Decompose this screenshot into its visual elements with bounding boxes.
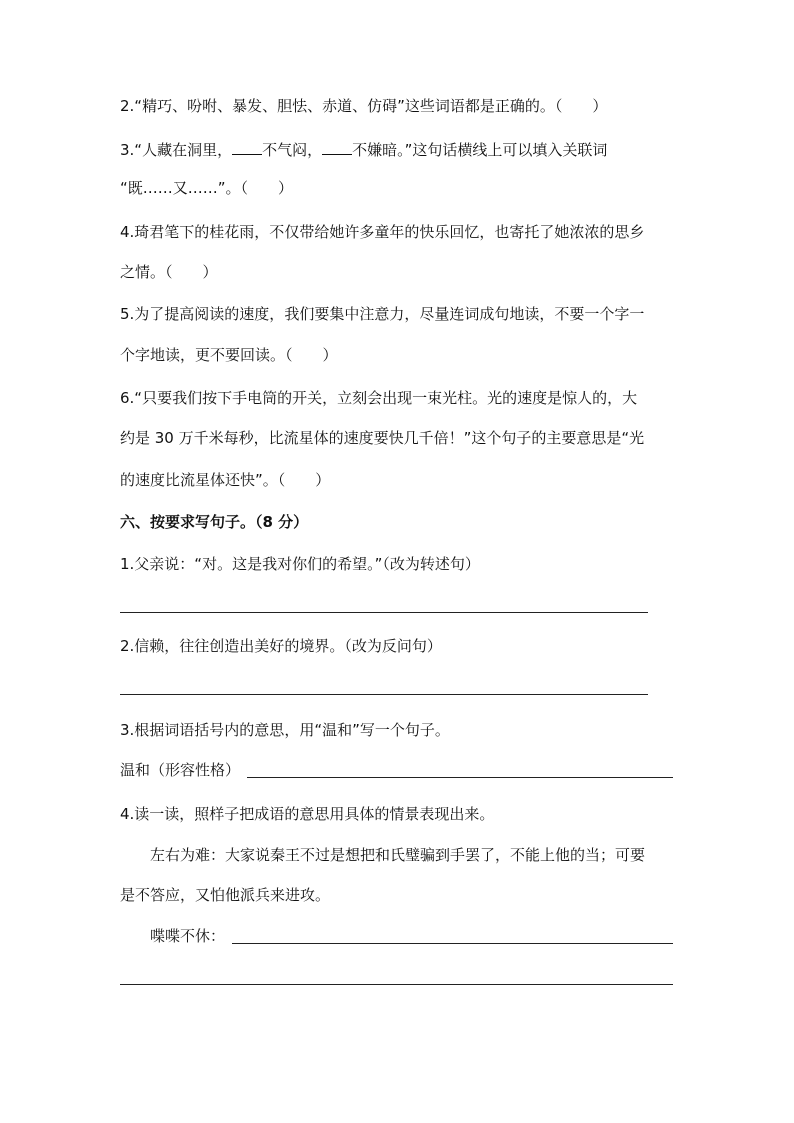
question-5-line2: 个字地读，更不要回读。（ ）	[120, 346, 338, 364]
section-6-heading: 六、按要求写句子。（8 分）	[120, 513, 309, 531]
answer-blank-1[interactable]	[232, 140, 262, 155]
answer-line-2[interactable]	[120, 694, 648, 695]
answer-line-4b[interactable]	[120, 984, 673, 985]
question-3-prefix: 3.“人藏在洞里，	[120, 141, 233, 159]
item-4: 4.读一读，照样子把成语的意思用具体的情景表现出来。	[120, 805, 495, 823]
answer-line-3[interactable]	[247, 777, 673, 778]
item-3: 3.根据词语括号内的意思，用“温和”写一个句子。	[120, 721, 450, 739]
item-2: 2.信赖，往往创造出美好的境界。（改为反问句）	[120, 637, 442, 655]
example-line-2: 是不答应，又怕他派兵来进攻。	[120, 886, 331, 904]
example-line-1: 左右为难：大家说秦王不过是想把和氏璧骗到手罢了，不能上他的当；可要	[150, 846, 646, 864]
question-3-line2: “既……又……”。（ ）	[120, 179, 294, 197]
question-6-line3: 的速度比流星体还快”。（ ）	[120, 471, 331, 489]
answer-line-1[interactable]	[120, 612, 648, 613]
item-1: 1.父亲说：“对。这是我对你们的希望。”（改为转述句）	[120, 555, 480, 573]
question-3-line1	[120, 140, 607, 160]
question-4-line2: 之情。（ ）	[120, 263, 218, 281]
item-4-label: 喋喋不休：	[150, 927, 226, 945]
question-3-mid: 不气闷，	[262, 141, 323, 159]
question-6-line1: 6.“只要我们按下手电筒的开关，立刻会出现一束光柱。光的速度是惊人的，大	[120, 389, 638, 407]
answer-blank-2[interactable]	[322, 140, 352, 155]
question-5-line1: 5.为了提高阅读的速度，我们要集中注意力，尽量连词成句地读，不要一个字一	[120, 305, 645, 323]
question-4-line1: 4.琦君笔下的桂花雨，不仅带给她许多童年的快乐回忆，也寄托了她浓浓的思乡	[120, 223, 645, 241]
question-3-suffix: 不嫌暗。”这句话横线上可以填入关联词	[352, 141, 608, 159]
answer-line-4a[interactable]	[232, 943, 673, 944]
question-2: 2.“精巧、吩咐、暴发、胆怯、赤道、仿碍”这些词语都是正确的。（ ）	[120, 97, 608, 115]
item-3-label: 温和（形容性格）	[120, 761, 241, 779]
question-6-line2: 约是 30 万千米每秒，比流星体的速度要快几千倍！”这个句子的主要意思是“光	[120, 429, 645, 447]
